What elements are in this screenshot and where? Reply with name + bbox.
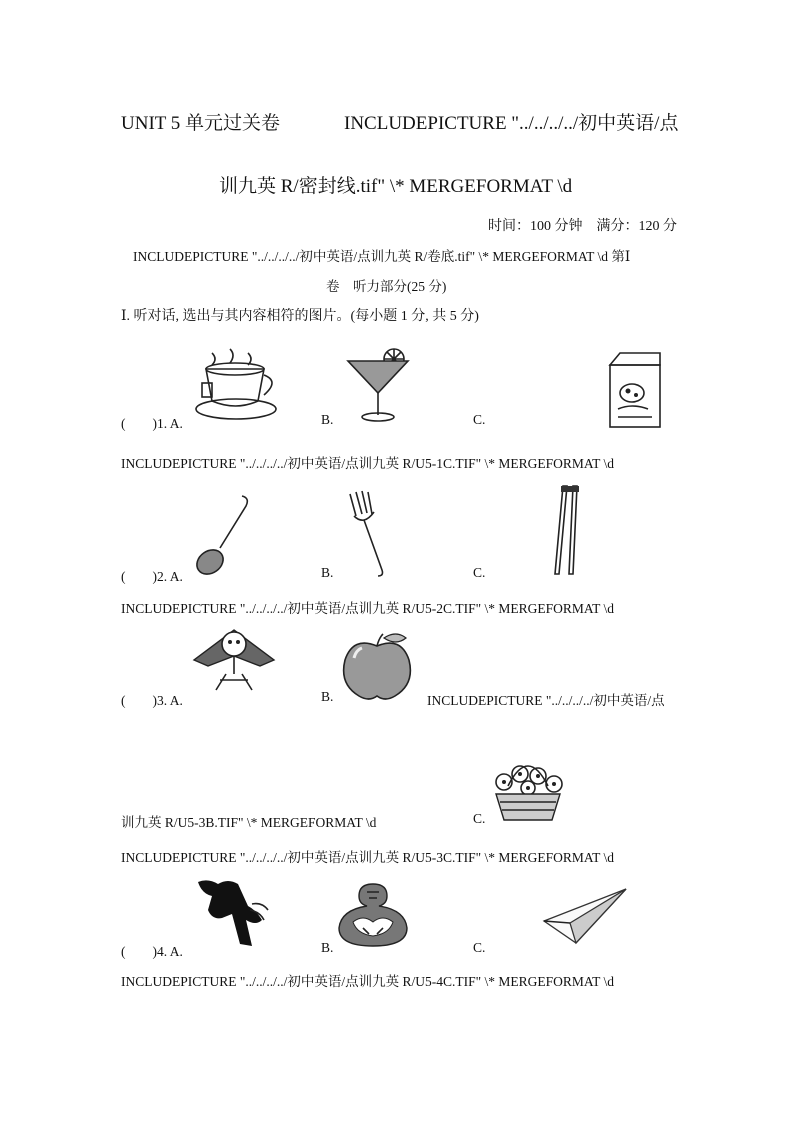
q4-include-path: INCLUDEPICTURE "../../../../初中英语/点训九英 R/U5-4C.TIF" \* MERGEFORMAT \d xyxy=(121,974,615,989)
q3-number: ( )3. A. xyxy=(121,693,183,708)
kite-image xyxy=(190,622,278,696)
tea-cup-image xyxy=(190,345,282,427)
milk-carton-image xyxy=(604,347,666,429)
title-left: UNIT 5 单元过关卷 xyxy=(121,113,281,134)
section-title: 卷 听力部分(25 分) xyxy=(326,279,447,294)
q1-option-c: C. xyxy=(473,412,486,427)
q2-option-b: B. xyxy=(321,565,334,580)
q3-b-include-path: INCLUDEPICTURE "../../../../初中英语/点 xyxy=(427,693,665,708)
q1-include-path: INCLUDEPICTURE "../../../../初中英语/点训九英 R/U5-1C.TIF" \* MERGEFORMAT \d xyxy=(121,456,615,471)
fork-image xyxy=(338,488,398,580)
title-include-path: INCLUDEPICTURE "../../../../初中英语/点 xyxy=(344,113,679,134)
q2-number: ( )2. A. xyxy=(121,569,183,584)
paper-cut-image xyxy=(333,878,413,950)
chopsticks-image xyxy=(545,482,585,578)
q4-option-c: C. xyxy=(473,940,486,955)
q1-number: ( )1. A. xyxy=(121,416,183,431)
q4-option-b: B. xyxy=(321,940,334,955)
time-score: 时间：100 分钟 满分：120 分 xyxy=(488,219,677,234)
flower-basket-image xyxy=(486,752,570,826)
q3-option-b: B. xyxy=(321,689,334,704)
q3-include-path: INCLUDEPICTURE "../../../../初中英语/点训九英 R/U5-3C.TIF" \* MERGEFORMAT \d xyxy=(121,850,615,865)
q1-option-b: B. xyxy=(321,412,334,427)
q4-number: ( )4. A. xyxy=(121,944,183,959)
q2-option-c: C. xyxy=(473,565,486,580)
paper-plane-image xyxy=(540,883,630,953)
q3-option-c: C. xyxy=(473,811,486,826)
section-include: INCLUDEPICTURE "../../../../初中英语/点训九英 R/卷底.tif" \* MERGEFORMAT \d 第Ⅰ xyxy=(133,249,631,264)
q2-include-path: INCLUDEPICTURE "../../../../初中英语/点训九英 R/U5-2C.TIF" \* MERGEFORMAT \d xyxy=(121,601,615,616)
cocktail-glass-image xyxy=(342,345,414,425)
title-include-path-cont: 训九英 R/密封线.tif" \* MERGEFORMAT \d xyxy=(219,176,573,197)
part1-heading: Ⅰ. 听对话, 选出与其内容相符的图片。(每小题 1 分, 共 5 分) xyxy=(121,309,479,324)
spoon-image xyxy=(190,490,260,580)
shadow-puppet-image xyxy=(192,874,272,950)
apple-image xyxy=(338,630,416,702)
q3-b-include-path-cont: 训九英 R/U5-3B.TIF" \* MERGEFORMAT \d xyxy=(121,815,377,830)
